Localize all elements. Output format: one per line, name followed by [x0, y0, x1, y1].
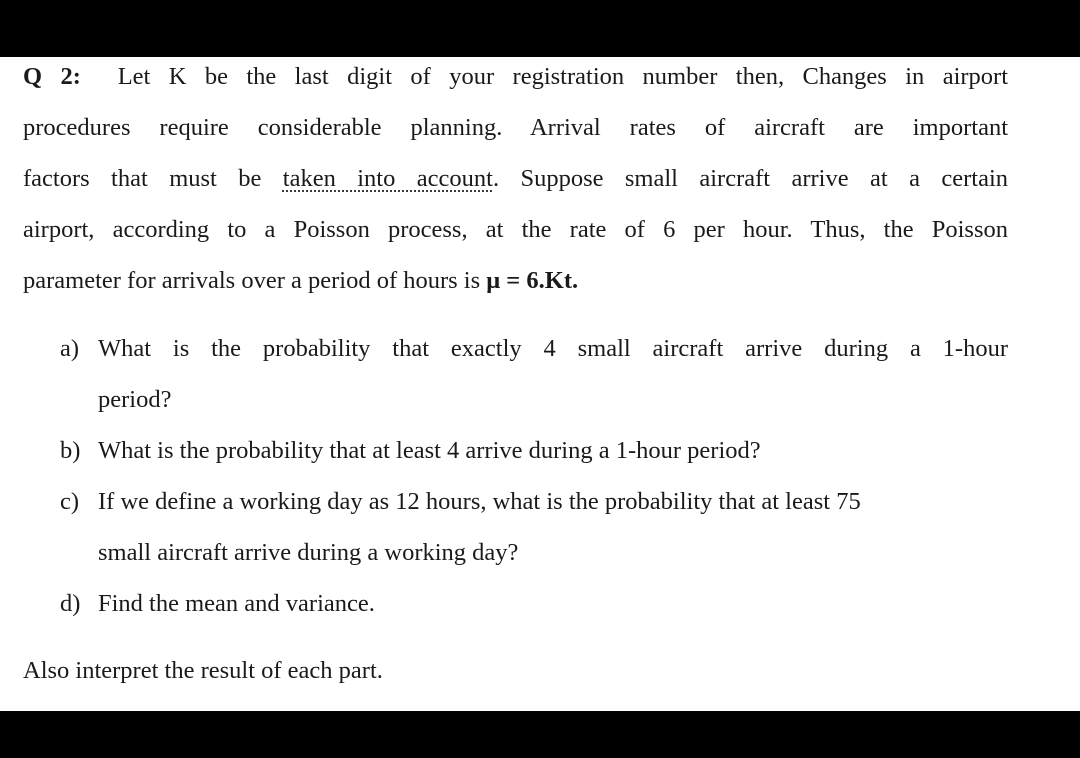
- part-marker: a): [60, 335, 80, 362]
- part-d: [60, 589, 375, 619]
- question-line-2: procedures require considerable planning. Arrival rates of aircraft are important: [23, 114, 1008, 141]
- part-a: [60, 334, 1008, 364]
- question-text-3b: . Suppose small aircraft arrive at a certain: [492, 165, 1009, 192]
- part-c-continuation: small aircraft arrive during a working day?: [98, 539, 519, 566]
- part-a-continuation: period?: [98, 386, 172, 413]
- question-text-3a: factors that must be: [23, 165, 262, 192]
- part-b-text: What is the probability that at least 4 arrive during a 1-hour period?: [98, 437, 761, 464]
- part-marker: c): [60, 488, 80, 515]
- question-line-4: airport, according to a Poisson process, at the rate of 6 per hour. Thus, the Poisson: [23, 216, 1008, 243]
- poisson-formula: μ = 6.Kt.: [486, 267, 579, 294]
- part-c: [60, 487, 861, 517]
- part-a-text: What is the probability that exactly 4 small aircraft arrive during a 1-hour: [98, 335, 1008, 362]
- part-marker: d): [60, 590, 81, 617]
- part-b: [60, 436, 761, 466]
- closing-instruction: Also interpret the result of each part.: [23, 657, 383, 684]
- question-text-1: Let K be the last digit of your registration number then, Changes in airport: [117, 63, 1009, 90]
- question-line-1: [23, 62, 1008, 92]
- part-c-text: If we define a working day as 12 hours, what is the probability that at least 75: [98, 488, 861, 515]
- question-number: Q 2:: [23, 63, 81, 90]
- part-d-text: Find the mean and variance.: [98, 590, 375, 617]
- question-line-3: [23, 164, 1008, 194]
- part-marker: b): [60, 437, 81, 464]
- question-text-5: parameter for arrivals over a period of hours is: [23, 267, 481, 294]
- document-page: [0, 57, 1080, 711]
- question-line-5: [23, 266, 578, 296]
- underlined-phrase: taken into account: [282, 165, 493, 192]
